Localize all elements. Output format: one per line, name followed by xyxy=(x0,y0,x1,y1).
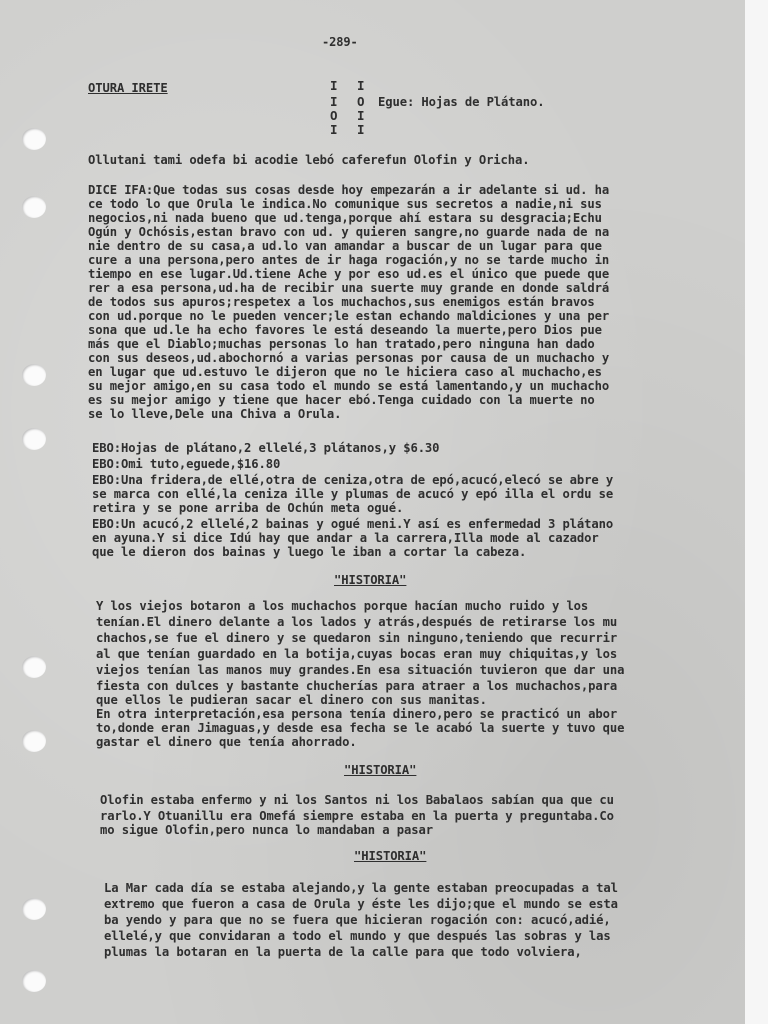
historia-line: rarlo.Y Otuanillu era Omefá siempre estaba en la puerta y preguntaba.Co xyxy=(100,809,614,823)
historia-line: tenían.El dinero delante a los lados y atrás,después de retirarse los mu xyxy=(96,615,618,629)
dice-ifa-line: negocios,ni nada bueno que ud.tenga,porque ahí estara su desgracia;Echu xyxy=(88,211,602,225)
ebo-line: EBO:Una fridera,de ellé,otra de ceniza,otra de epó,acucó,elecó se abre y xyxy=(92,473,614,487)
dice-ifa-line: cure a una persona,pero antes de ir haga rogación,y no se tarde mucho in xyxy=(88,253,610,267)
ebo-line: retira y se pone arriba de Ochún meta ogué. xyxy=(92,501,404,515)
dice-ifa-line: DICE IFA:Que todas sus cosas desde hoy empezarán a ir adelante si ud. ha xyxy=(88,183,610,197)
historia-line: Olofin estaba enfermo y ni los Santos ni los Babalaos sabían qua que cu xyxy=(100,793,614,807)
dice-ifa-line: su mejor amigo,en su casa todo el mundo se está lamentando,y un muchacho xyxy=(88,379,610,393)
dice-ifa-line: en lugar que ud.estuvo le dijeron que no le hiciera caso al muchacho,es xyxy=(88,365,602,379)
ebo-line: EBO:Omi tuto,eguede,$16.80 xyxy=(92,457,281,471)
page-number: -289- xyxy=(322,35,358,49)
ebo-line: en ayuna.Y si dice Idú hay que andar a la carrera,Illa mode al cazador xyxy=(92,531,599,545)
historia-title: "HISTORIA" xyxy=(354,849,427,863)
binder-hole xyxy=(22,656,46,678)
ebo-line: EBO:Hojas de plátano,2 ellelé,3 plátanos,y $6.30 xyxy=(92,441,440,455)
odu-title: OTURA IRETE xyxy=(88,81,168,95)
binder-hole xyxy=(22,428,46,450)
binder-hole xyxy=(22,364,46,386)
odu-sign-row: I O xyxy=(330,94,371,109)
greeting-line: Ollutani tami odefa bi acodie lebó caferefun Olofin y Oricha. xyxy=(88,153,530,167)
dice-ifa-line: Ogún y Ochósis,estan bravo con ud. y quieren sangre,no guarde nada de na xyxy=(88,225,610,239)
historia-line: al que tenían guardado en la botija,cuyas bocas eran muy chiquitas,y los xyxy=(96,647,618,661)
historia-line: to,donde eran Jimaguas,y desde esa fecha se le acabó la suerte y tuvo que xyxy=(96,721,625,735)
dice-ifa-line: es su mejor amigo y tiene que hacer ebó.Tenga cuidado con la muerte no xyxy=(88,393,595,407)
historia-line: mo sigue Olofin,pero nunca lo mandaban a pasar xyxy=(100,823,433,837)
historia-line: que ellos le pudieran sacar el dinero con sus manitas. xyxy=(96,693,487,707)
historia-line: La Mar cada día se estaba alejando,y la gente estaban preocupadas a tal xyxy=(104,881,618,895)
ebo-line: que le dieron dos bainas y luego le iban a cortar la cabeza. xyxy=(92,545,527,559)
historia-line: viejos tenían las manos muy grandes.En esa situación tuvieron que dar una xyxy=(96,663,625,677)
historia-line: Y los viejos botaron a los muchachos porque hacían mucho ruido y los xyxy=(96,599,589,613)
dice-ifa-line: nie dentro de su casa,a ud.lo van amandar a buscar de un lugar para que xyxy=(88,239,602,253)
binder-hole xyxy=(22,730,46,752)
ebo-line: se marca con ellé,la ceniza ille y plumas de acucó y epó illa el ordu se xyxy=(92,487,614,501)
dice-ifa-line: con sus deseos,ud.abochornó a varias personas por causa de un muchacho y xyxy=(88,351,610,365)
historia-line: fiesta con dulces y bastante chucherías para atraer a los muchachos,para xyxy=(96,679,618,693)
binder-hole xyxy=(22,128,46,150)
dice-ifa-line: con ud.porque no le pueden vencer;le estan echando maldiciones y una per xyxy=(88,309,610,323)
binder-hole xyxy=(22,898,46,920)
historia-line: ba yendo y para que no se fuera que hicieran rogación con: acucó,adié, xyxy=(104,913,611,927)
dice-ifa-line: ce todo lo que Orula le indica.No comunique sus secretos a nadie,ni sus xyxy=(88,197,602,211)
historia-line: plumas la botaran en la puerta de la calle para que todo volviera, xyxy=(104,945,582,959)
dice-ifa-line: rer a esa persona,ud.ha de recibir una suerte muy grande en donde saldrá xyxy=(88,281,610,295)
dice-ifa-line: más que el Diablo;muchas personas lo han tratado,pero ninguna han dado xyxy=(88,337,595,351)
odu-sign-row: I I xyxy=(330,78,371,93)
dice-ifa-line: sona que ud.le ha echo favores le está deseando la muerte,pero Dios pue xyxy=(88,323,602,337)
odu-sign-row: I I xyxy=(330,122,371,137)
ebo-line: EBO:Un acucó,2 ellelé,2 bainas y ogué meni.Y así es enfermedad 3 plátano xyxy=(92,517,614,531)
page-background xyxy=(745,0,768,1024)
historia-line: gastar el dinero que tenía ahorrado. xyxy=(96,735,357,749)
dice-ifa-line: se lo lleve,Dele una Chiva a Orula. xyxy=(88,407,342,421)
binder-hole xyxy=(22,970,46,992)
historia-title: "HISTORIA" xyxy=(334,573,407,587)
historia-line: En otra interpretación,esa persona tenía dinero,pero se practicó un abor xyxy=(96,707,618,721)
historia-title: "HISTORIA" xyxy=(344,763,417,777)
binder-hole xyxy=(22,196,46,218)
dice-ifa-line: de todos sus apuros;respetex a los muchachos,sus enemigos están bravos xyxy=(88,295,595,309)
dice-ifa-line: tiempo en ese lugar.Ud.tiene Ache y por eso ud.es el único que puede que xyxy=(88,267,610,281)
ingredient-line: Egue: Hojas de Plátano. xyxy=(378,95,545,109)
historia-line: extremo que fueron a casa de Orula y éste les dijo;que el mundo se esta xyxy=(104,897,618,911)
historia-line: ellelé,y que convidaran a todo el mundo y que después las sobras y las xyxy=(104,929,611,943)
historia-line: chachos,se fue el dinero y se quedaron sin ninguno,teniendo que recurrir xyxy=(96,631,618,645)
odu-sign-row: O I xyxy=(330,108,371,123)
